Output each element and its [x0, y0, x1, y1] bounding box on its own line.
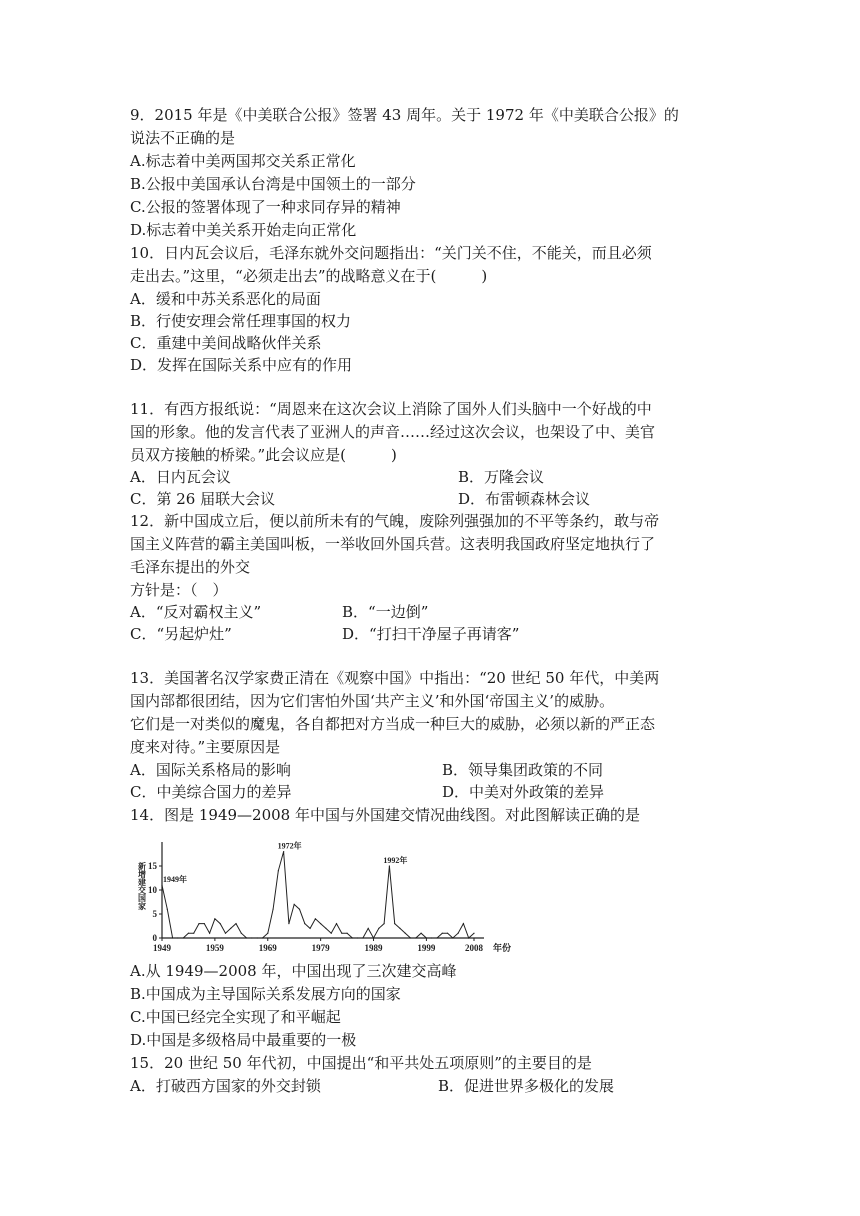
x-axis-label: 年份 [492, 943, 512, 953]
q14-stem-line-1: 14．图是 1949—2008 年中国与外国建交情况曲线图。对此图解读正确的是 [130, 806, 640, 824]
q9-option-c: C.公报的签署体现了一种求同存异的精神 [130, 198, 401, 216]
data-point [309, 928, 310, 929]
data-point [246, 937, 247, 938]
data-point [267, 933, 268, 934]
q11-option-a: A．日内瓦会议 [130, 468, 231, 486]
q9-option-a: A.标志着中美两国邦交关系正常化 [130, 152, 356, 170]
data-point [294, 904, 295, 905]
q12-stem-line-1: 12．新中国成立后，便以前所未有的气魄，废除列强强加的不平等条约，敢与帝 [130, 512, 660, 530]
data-point [225, 933, 226, 934]
data-point [315, 918, 316, 919]
data-point [251, 937, 252, 938]
diplomatic-relations-chart [128, 836, 528, 960]
data-point [336, 923, 337, 924]
q13-stem-line-1: 13．美国著名汉学家费正清在《观察中国》中指出：“20 世纪 50 年代，中美两 [130, 669, 660, 687]
peak-annotation: 1949年 [163, 875, 187, 885]
q13-stem-line-3: 它们是一对类似的魔鬼，各自都把对方当成一种巨大的威胁，必须以新的严正态 [130, 715, 656, 733]
y-tick-label: 15 [148, 861, 157, 871]
data-point [320, 923, 321, 924]
data-point [399, 928, 400, 929]
q13-option-a: A．国际关系格局的影响 [130, 761, 291, 779]
q12-option-d: D．“打扫干净屋子再请客” [342, 625, 520, 643]
q10-stem-line-1: 10．日内瓦会议后，毛泽东就外交问题指出：“关门关不住，不能关，而且必须 [130, 244, 652, 262]
q9-stem-line-1: 9．2015 年是《中美联合公报》签署 43 周年。关于 1972 年《中美联合公报》的 [130, 106, 679, 124]
data-point [172, 937, 173, 938]
q13-option-c: C．中美综合国力的差异 [130, 783, 292, 801]
y-tick-label: 0 [152, 933, 157, 943]
q13-option-d: D．中美对外政策的差异 [442, 783, 605, 801]
q15-stem-line-1: 15．20 世纪 50 年代初，中国提出“和平共处五项原则”的主要目的是 [130, 1054, 592, 1072]
q10-option-c: C．重建中美间战略伙伴关系 [130, 334, 322, 352]
q12-stem-line-3: 毛泽东提出的外交 [130, 558, 251, 576]
data-point [325, 928, 326, 929]
x-tick-label: 1969 [258, 943, 277, 953]
q10-option-a: A．缓和中苏关系恶化的局面 [130, 290, 321, 308]
data-point [299, 909, 300, 910]
data-point [373, 937, 374, 938]
q9-stem-line-2: 说法不正确的是 [130, 129, 236, 147]
data-point [209, 933, 210, 934]
data-point [257, 937, 258, 938]
data-point [410, 937, 411, 938]
q10-option-b: B．行使安理会常任理事国的权力 [130, 312, 352, 330]
data-point [442, 933, 443, 934]
data-point [352, 937, 353, 938]
q11-stem-line-2: 国的形象。他的发言代表了亚洲人的声音……经过这次会议，也架设了中、美官 [130, 423, 656, 441]
data-point [341, 933, 342, 934]
q12-option-b: B．“一边倒” [342, 603, 429, 621]
q9-option-b: B.公报中美国承认台湾是中国领土的一部分 [130, 175, 416, 193]
data-point [357, 937, 358, 938]
data-point [193, 933, 194, 934]
q11-option-c: C．第 26 届联大会议 [130, 490, 276, 508]
data-point [235, 923, 236, 924]
data-point [473, 933, 474, 934]
q12-stem-line-4: 方针是：（ ） [130, 581, 228, 599]
peak-annotation: 1992年 [383, 856, 408, 865]
data-point [389, 865, 390, 866]
data-point [368, 928, 369, 929]
data-point [458, 933, 459, 934]
data-point [304, 923, 305, 924]
data-point [188, 933, 189, 934]
q9-option-d: D.标志着中美关系开始走向正常化 [130, 221, 357, 239]
data-point [431, 937, 432, 938]
q11-option-d: D．布雷顿森林会议 [458, 490, 591, 508]
data-point [405, 933, 406, 934]
q13-stem-line-4: 度来对待。”主要原因是 [130, 738, 281, 756]
data-point [452, 937, 453, 938]
y-tick-label: 10 [148, 885, 157, 895]
y-axis-label: 新增建交国家 [137, 862, 147, 910]
data-point [463, 923, 464, 924]
data-point [426, 937, 427, 938]
q14-option-a: A.从 1949—2008 年，中国出现了三次建交高峰 [130, 962, 457, 980]
data-point [362, 937, 363, 938]
data-point [421, 933, 422, 934]
q15-option-b: B．促进世界多极化的发展 [438, 1077, 615, 1095]
x-tick-label: 1999 [417, 943, 436, 953]
x-tick-label: 1979 [311, 943, 330, 953]
data-point [278, 870, 279, 871]
q10-stem-line-2: 走出去。”这里，“必须走出去”的战略意义在于( ) [130, 267, 488, 285]
data-point [288, 923, 289, 924]
peak-annotation: 1972年 [277, 841, 302, 851]
q13-option-b: B．领导集团政策的不同 [442, 761, 604, 779]
data-point [241, 933, 242, 934]
q13-stem-line-2: 国内部都很团结，因为它们害怕外国‘共产主义’和外国‘帝国主义’的威胁。 [130, 692, 615, 710]
data-point [283, 851, 284, 852]
data-point [262, 937, 263, 938]
data-point [183, 937, 184, 938]
q14-option-b: B.中国成为主导国际关系发展方向的国家 [130, 985, 401, 1003]
data-point [384, 923, 385, 924]
x-tick-label: 1949 [153, 943, 171, 953]
q12-option-a: A．“反对霸权主义” [130, 603, 262, 621]
data-point [331, 933, 332, 934]
data-point [378, 928, 379, 929]
data-point [167, 909, 168, 910]
series-line [162, 852, 474, 938]
q11-option-b: B．万隆会议 [458, 468, 545, 486]
q12-option-c: C．“另起炉灶” [130, 625, 232, 643]
data-point [272, 909, 273, 910]
data-point [447, 933, 448, 934]
data-point [214, 918, 215, 919]
x-tick-label: 1989 [364, 943, 383, 953]
data-point [346, 933, 347, 934]
data-point [436, 937, 437, 938]
x-tick-label: 1959 [205, 943, 224, 953]
data-point [220, 923, 221, 924]
data-point [204, 923, 205, 924]
q12-stem-line-2: 国主义阵营的霸主美国叫板，一举收回外国兵营。这表明我国政府坚定地执行了 [130, 535, 656, 553]
x-tick-label: 2008 [465, 943, 483, 953]
data-point [177, 937, 178, 938]
q15-option-a: A．打破西方国家的外交封锁 [130, 1077, 321, 1095]
data-point [198, 923, 199, 924]
data-point [394, 923, 395, 924]
data-point [415, 937, 416, 938]
q11-stem-line-3: 员双方接触的桥梁。”此会议应是( ) [130, 446, 397, 464]
data-point [468, 937, 469, 938]
q14-option-d: D.中国是多级格局中最重要的一极 [130, 1031, 357, 1049]
data-point [230, 928, 231, 929]
q11-stem-line-1: 11．有西方报纸说：“周恩来在这次会议上消除了国外人们头脑中一个好战的中 [130, 400, 652, 418]
y-tick-label: 5 [152, 909, 157, 919]
q14-option-c: C.中国已经完全实现了和平崛起 [130, 1008, 341, 1026]
data-point [161, 885, 162, 886]
q10-option-d: D．发挥在国际关系中应有的作用 [130, 356, 353, 374]
